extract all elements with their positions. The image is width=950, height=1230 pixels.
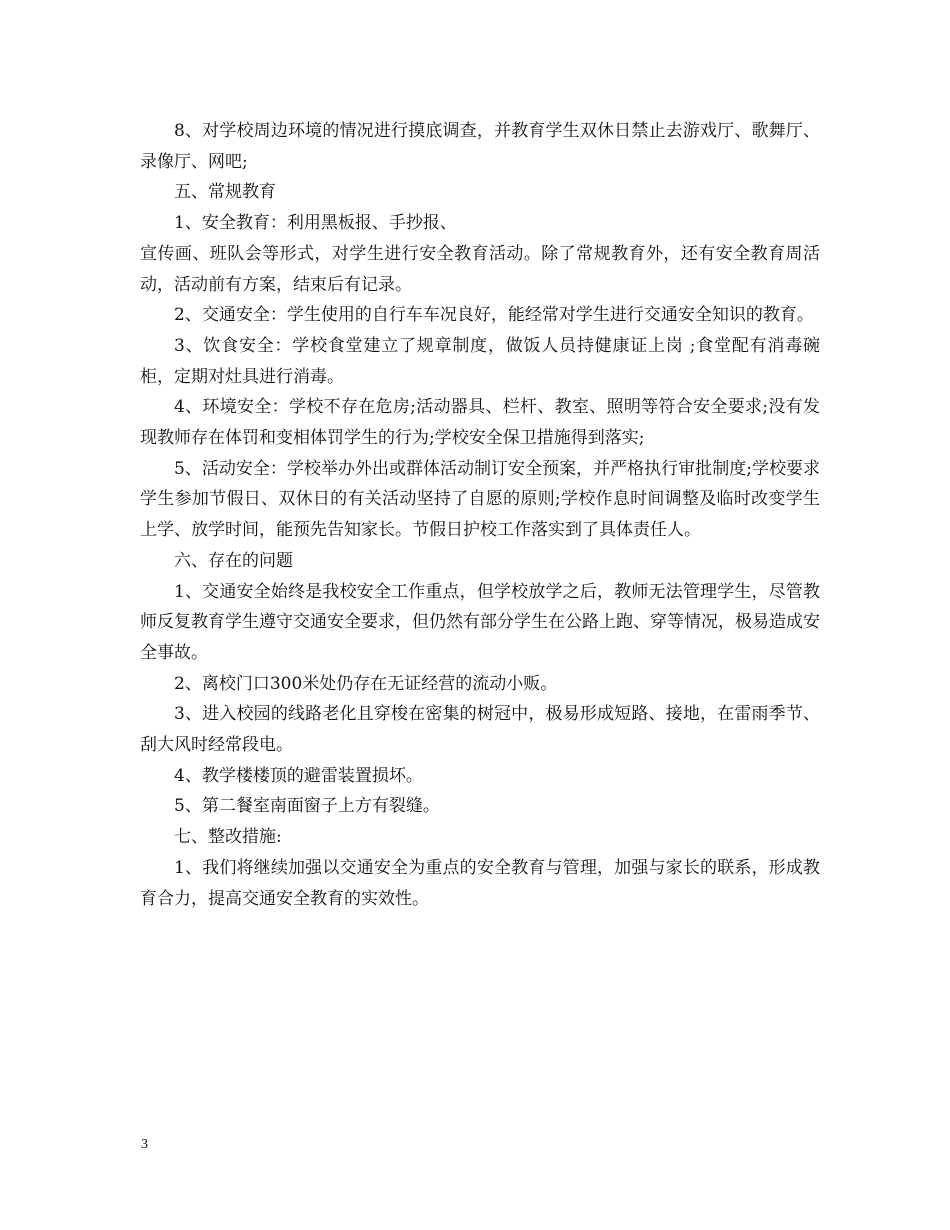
section-heading-rectification: 七、整改措施: xyxy=(174,827,282,848)
paragraph-problem-4: 4、教学楼楼顶的避雷装置损坏。 xyxy=(174,765,423,786)
paragraph-safety-education: 1、安全教育：利用黑板报、手抄报、 xyxy=(174,213,457,234)
paragraph-problem-2: 2、离校门口300米处仍存在无证经营的流动小贩。 xyxy=(174,673,558,694)
paragraph-problem-1: 1、交通安全始终是我校安全工作重点，但学校放学之后，教师无法管理学生，尽管教师反复教育学生遵守交通安全要求，但仍然有部分学生在公路上跑、穿等情况，极易造成安全事故。 xyxy=(140,581,820,663)
paragraph-problem-3: 3、进入校园的线路老化且穿梭在密集的树冠中，极易形成短路、接地，在雷雨季节、刮大风时经常段电。 xyxy=(140,704,820,756)
paragraph-problem-5: 5、第二餐室南面窗子上方有裂缝。 xyxy=(174,796,440,817)
paragraph-rectification-1: 1、我们将继续加强以交通安全为重点的安全教育与管理，加强与家长的联系，形成教育合力，提高交通安全教育的实效性。 xyxy=(140,857,820,909)
paragraph-activity-safety: 5、活动安全：学校举办外出或群体活动制订安全预案，并严格执行审批制度;学校要求学生参加节假日、双休日的有关活动坚持了自愿的原则;学校作息时间调整及临时改变学生上学、放学时间，能预先告知家长。节假日护校工作落实到了具体责任人。 xyxy=(140,458,820,541)
paragraph-environment-safety: 4、环境安全：学校不存在危房;活动器具、栏杆、教室、照明等符合安全要求;没有发现教师存在体罚和变相体罚学生的行为;学校安全保卫措施得到落实; xyxy=(140,397,820,449)
section-heading-routine-education: 五、常规教育 xyxy=(174,182,276,203)
paragraph-safety-education-continued: 宣传画、班队会等形式，对学生进行安全教育活动。除了常规教育外，还有安全教育周活动，活动前有方案，结束后有记录。 xyxy=(140,243,820,295)
paragraph-food-safety: 3、饮食安全：学校食堂建立了规章制度，做饭人员持健康证上岗 ;食堂配有消毒碗柜，定期对灶具进行消毒。 xyxy=(140,335,820,387)
page-number: 3 xyxy=(141,1137,148,1152)
document-body xyxy=(140,116,820,914)
paragraph-traffic-safety: 2、交通安全：学生使用的自行车车况良好，能经常对学生进行交通安全知识的教育。 xyxy=(174,305,814,326)
section-heading-existing-problems: 六、存在的问题 xyxy=(174,550,293,571)
paragraph-item-8: 8、对学校周边环境的情况进行摸底调查，并教育学生双休日禁止去游戏厅、歌舞厅、录像厅、网吧; xyxy=(140,121,820,172)
